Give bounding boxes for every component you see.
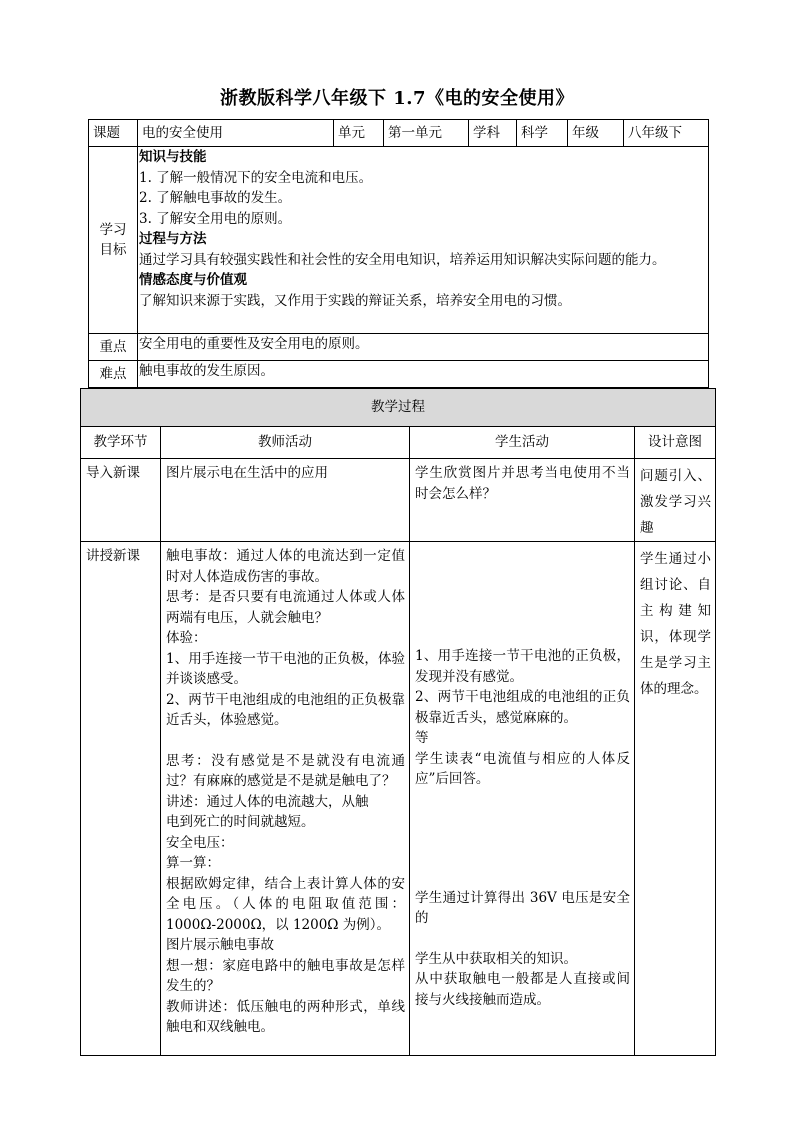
- grade-value: 八年级下: [624, 120, 709, 147]
- intro-intent: 问题引入、激发学习兴趣: [635, 459, 716, 542]
- emotion-text: 了解知识来源于实践，又作用于实践的辩证关系，培养安全用电的习惯。: [139, 292, 571, 309]
- key-point-label: 重点: [89, 334, 138, 361]
- unit-label: 单元: [334, 120, 384, 147]
- document-title: 浙教版科学八年级下 1.7《电的安全使用》: [219, 88, 575, 109]
- key-point-text: 安全用电的重要性及安全用电的原则。: [138, 334, 709, 361]
- knowledge-item: 2. 了解触电事故的发生。: [139, 190, 292, 206]
- goals-label: 学习 目标: [89, 147, 138, 334]
- difficult-point-text: 触电事故的发生原因。: [138, 361, 709, 388]
- lecture-student: 1、用手连接一节干电池的正负极，发现并没有感觉。 2、两节干电池组成的电池组的正负极靠近舌头，感觉麻麻的。 等 学生读表“电流值与相应的人体反应”后回答。 学生通过计算得出 36V 电压是安全的 学生从中获取相关的知识。 从中获取触电一般都是人直接或间接与火线接触而造成。: [410, 542, 635, 1056]
- column-header: 设计意图: [635, 427, 716, 459]
- knowledge-heading: 知识与技能: [139, 149, 207, 165]
- intro-student: 学生欣赏图片并思考当电使用不当时会怎么样？: [410, 459, 635, 542]
- table-row: [81, 459, 716, 542]
- lecture-intent: 学生通过小组讨论、自主构建知识，体现学生是学习主体的理念。: [635, 542, 716, 1056]
- intro-stage: 导入新课: [81, 459, 161, 542]
- table-row: [81, 542, 716, 1056]
- lesson-info-table: [88, 119, 709, 388]
- topic-value: 电的安全使用: [138, 120, 334, 147]
- grade-label: 年级: [568, 120, 624, 147]
- subject-value: 科学: [517, 120, 568, 147]
- goals-content: [138, 147, 709, 334]
- emotion-heading: 情感态度与价值观: [139, 272, 247, 288]
- process-heading: 过程与方法: [139, 231, 207, 247]
- teaching-process-table: [80, 388, 716, 1056]
- lecture-stage: 讲授新课: [81, 542, 161, 1056]
- knowledge-item: 3. 了解安全用电的原则。: [139, 210, 292, 227]
- column-header: 教学环节: [81, 427, 161, 459]
- subject-label: 学科: [469, 120, 517, 147]
- difficult-point-label: 难点: [89, 361, 138, 388]
- intro-teacher: 图片展示电在生活中的应用: [161, 459, 410, 542]
- column-header: 教师活动: [161, 427, 410, 459]
- process-title: 教学过程: [81, 389, 716, 427]
- lecture-teacher: 触电事故：通过人体的电流达到一定值时对人体造成伤害的事故。 思考：是否只要有电流通过人体或人体两端有电压，人就会触电？ 体验： 1、用手连接一节干电池的正负极，体验并谈谈感受。 2、两节干电池组成的电池组的正负极靠近舌头，体验感觉。 思考：没有感觉是不是就没有电流通过？有麻麻的感觉是不是就是触电了？ 讲述：通过人体的电流越大，从触 电到死亡的时间就越短。 安全电压： 算一算： 根据欧姆定律，结合上表计算人体的安全电压。（人体的电阻取值范围：1000Ω-2000Ω，以 1200Ω 为例）。 图片展示触电事故 想一想：家庭电路中的触电事故是怎样发生的？ 教师讲述：低压触电的两种形式，单线触电和双线触电。: [161, 542, 410, 1056]
- column-header: 学生活动: [410, 427, 635, 459]
- topic-label: 课题: [89, 120, 138, 147]
- knowledge-item: 1. 了解一般情况下的安全电流和电压。: [139, 169, 373, 186]
- unit-value: 第一单元: [384, 120, 469, 147]
- process-text: 通过学习具有较强实践性和社会性的安全用电知识，培养运用知识解决实际问题的能力。: [139, 251, 666, 268]
